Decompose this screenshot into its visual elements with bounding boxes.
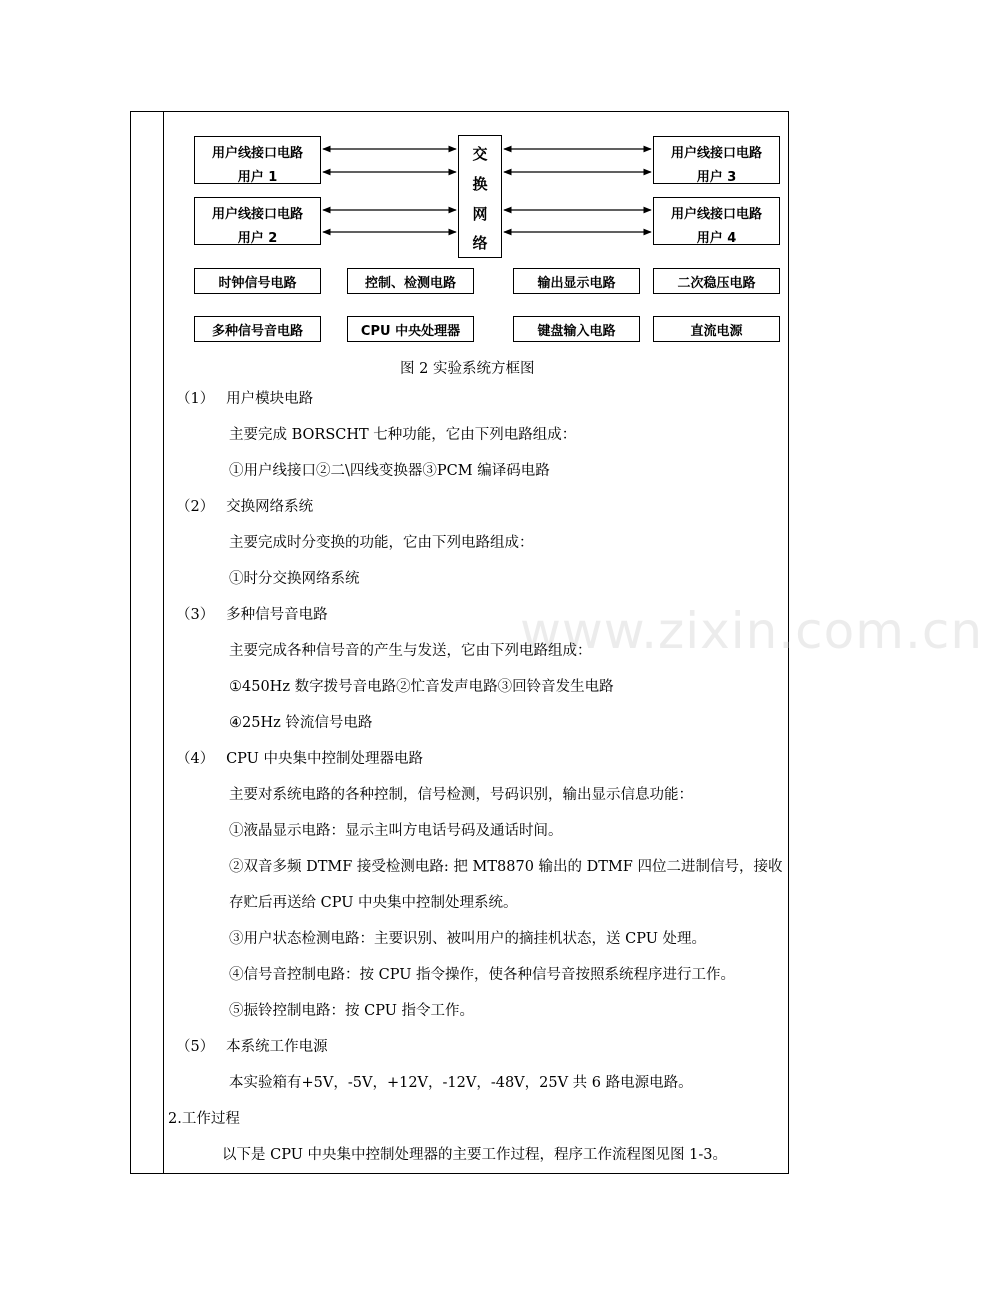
paragraph-line: 主要完成各种信号音的产生与发送，它由下列电路组成： (229, 643, 592, 659)
paragraph-line: ④25Hz 铃流信号电路 (229, 715, 373, 731)
box-sublabel: 用户 2 (237, 231, 278, 246)
paragraph-line: ①用户线接口②二\四线变换器③PCM 编译码电路 (229, 463, 550, 479)
paragraph-line: ②双音多频 DTMF 接受检测电路: 把 MT8870 输出的 DTMF 四位二进制信号，接收 (229, 859, 783, 875)
figure-caption: 图 2 实验系统方框图 (400, 361, 535, 377)
paragraph-line: 以下是 CPU 中央集中控制处理器的主要工作过程，程序工作流程图见图 1-3。 (222, 1147, 727, 1163)
box-label: 用户线接口电路 (670, 146, 762, 161)
paragraph-line: 主要对系统电路的各种控制，信号检测，号码识别，输出显示信息功能： (229, 787, 693, 803)
switch-char: 换 (472, 175, 488, 193)
paragraph-line: 本实验箱有+5V，-5V，+12V，-12V，-48V，25V 共 6 路电源电路。 (229, 1075, 693, 1091)
regulator-box: 二次稳压电路 (653, 268, 780, 294)
section-heading: （2） 交换网络系统 (176, 499, 314, 515)
box-sublabel: 用户 3 (696, 170, 737, 185)
section-heading: （4） CPU 中央集中控制处理器电路 (176, 751, 424, 767)
box-label: 用户线接口电路 (211, 146, 303, 161)
box-sublabel: 用户 1 (237, 170, 278, 185)
paragraph-line: 主要完成时分变换的功能，它由下列电路组成： (229, 535, 534, 551)
switch-char: 网 (472, 205, 488, 223)
connection-arrows (0, 0, 920, 300)
paragraph-line: ①液晶显示电路：显示主叫方电话号码及通话时间。 (229, 823, 563, 839)
switch-char: 络 (472, 234, 488, 252)
clock-circuit-box: 时钟信号电路 (194, 268, 321, 294)
paragraph-line: 主要完成 BORSCHT 七种功能，它由下列电路组成： (229, 427, 577, 443)
section-heading: （3） 多种信号音电路 (176, 607, 328, 623)
box-sublabel: 用户 4 (696, 231, 737, 246)
cpu-box: CPU 中央处理器 (347, 316, 474, 342)
section-heading: （5） 本系统工作电源 (176, 1039, 328, 1055)
box-label: 用户线接口电路 (670, 207, 762, 222)
section-heading: 2.工作过程 (168, 1111, 240, 1127)
output-display-box: 输出显示电路 (513, 268, 640, 294)
keyboard-input-box: 键盘输入电路 (513, 316, 640, 342)
paragraph-line: 存贮后再送给 CPU 中央集中控制处理系统。 (229, 895, 518, 911)
dc-power-box: 直流电源 (653, 316, 780, 342)
paragraph-line: ①时分交换网络系统 (229, 571, 360, 587)
box-label: 用户线接口电路 (211, 207, 303, 222)
paragraph-line: ⑤振铃控制电路：按 CPU 指令工作。 (229, 1003, 475, 1019)
control-detect-box: 控制、检测电路 (347, 268, 474, 294)
paragraph-line: ③用户状态检测电路：主要识别、被叫用户的摘挂机状态，送 CPU 处理。 (229, 931, 707, 947)
paragraph-line: ④信号音控制电路：按 CPU 指令操作，使各种信号音按照系统程序进行工作。 (229, 967, 736, 983)
section-heading: （1） 用户模块电路 (176, 391, 314, 407)
paragraph-line: ①450Hz 数字拨号音电路②忙音发声电路③回铃音发生电路 (229, 679, 614, 695)
watermark: www.zixin.com.cn (520, 602, 983, 660)
switch-char: 交 (472, 145, 488, 163)
signal-tone-box: 多种信号音电路 (194, 316, 321, 342)
